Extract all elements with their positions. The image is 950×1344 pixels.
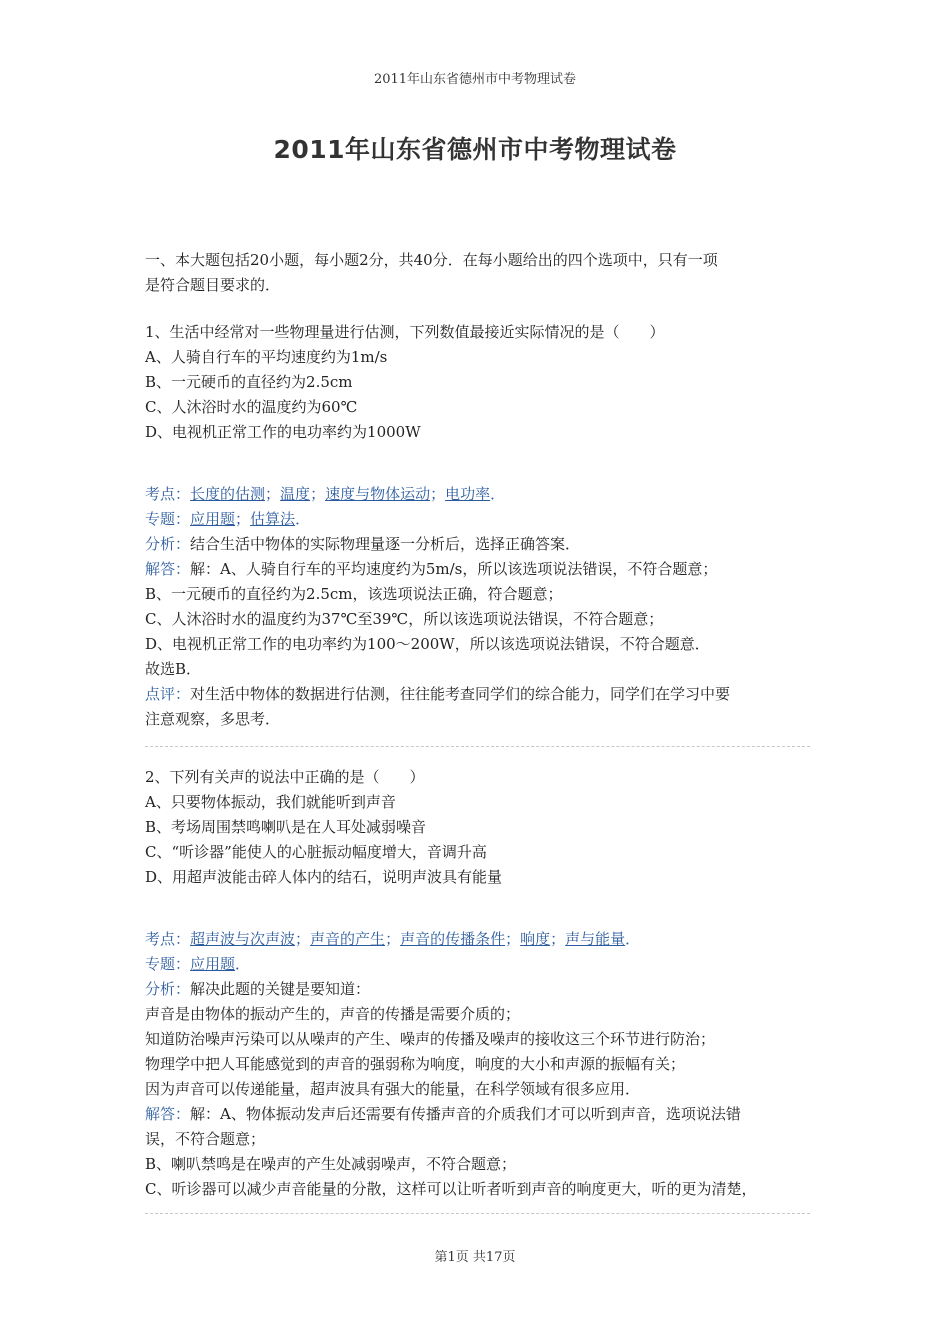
jieda-text: 解：A、物体振动发声后还需要有传播声音的介质我们才可以听到声音，选项说法错 (190, 1105, 741, 1123)
dianping-line (145, 682, 815, 707)
fenxi-label: 分析： (145, 535, 191, 553)
fenxi-text: 结合生活中物体的实际物理量逐一分析后，选择正确答案． (190, 535, 581, 553)
topic-link[interactable]: 长度的估测 (190, 485, 266, 503)
option-c: C、人沐浴时水的温度约为60℃ (145, 398, 358, 416)
dianping-label: 点评： (145, 685, 191, 703)
kaodian-line: 考点：长度的估测；温度；速度与物体运动；电功率． (145, 485, 506, 503)
jieda-line: C、人沐浴时水的温度约为37℃至39℃，所以该选项说法错误，不符合题意； (145, 610, 664, 628)
kaodian-line: 考点：超声波与次声波；声音的产生；声音的传播条件；响度；声与能量． (145, 930, 641, 948)
dianping-text: 对生活中物体的数据进行估测，往往能考查同学们的综合能力，同学们在学习中要 (190, 685, 731, 703)
topic-link[interactable]: 应用题 (190, 955, 236, 973)
option-d: D、用超声波能击碎人体内的结石，说明声波具有能量 (145, 868, 503, 886)
question-divider (145, 736, 810, 747)
intro-line: 是符合题目要求的． (145, 276, 281, 294)
topic-link[interactable]: 速度与物体运动 (325, 485, 431, 503)
topic-link[interactable]: 超声波与次声波 (190, 930, 296, 948)
jieda-label: 解答： (145, 1105, 191, 1123)
topic-link[interactable]: 估算法 (250, 510, 296, 528)
question-1 (145, 320, 815, 732)
answer-line: 故选B． (145, 660, 202, 678)
page-header: 2011年山东省德州市中考物理试卷 (373, 72, 577, 87)
fenxi-line: 声音是由物体的振动产生的，声音的传播是需要介质的； (145, 1005, 521, 1023)
fenxi-label: 分析： (145, 980, 191, 998)
fenxi-line: 知道防治噪声污染可以从噪声的产生、噪声的传播及噪声的接收这三个环节进行防治； (145, 1030, 716, 1048)
fenxi-line: 物理学中把人耳能感觉到的声音的强弱称为响度，响度的大小和声源的振幅有关； (145, 1055, 686, 1073)
jieda-line: B、喇叭禁鸣是在噪声的产生处减弱噪声，不符合题意； (145, 1155, 517, 1173)
jieda-line: B、一元硬币的直径约为2.5cm，该选项说法正确，符合题意； (145, 585, 563, 603)
fenxi-line: 因为声音可以传递能量，超声波具有强大的能量，在科学领域有很多应用． (145, 1080, 641, 1098)
question-stem: 1、生活中经常对一些物理量进行估测，下列数值最接近实际情况的是（ ） (145, 323, 665, 341)
document-title: 2011年山东省德州市中考物理试卷 (273, 135, 677, 164)
fenxi-text: 解决此题的关键是要知道： (190, 980, 371, 998)
topic-link[interactable]: 应用题 (190, 510, 236, 528)
jieda-line: D、电视机正常工作的电功率约为100～200W，所以该选项说法错误，不符合题意． (145, 635, 710, 653)
jieda-text: 解：A、人骑自行车的平均速度约为5m/s，所以该选项说法错误，不符合题意； (190, 560, 718, 578)
jieda-line (145, 1102, 815, 1127)
dianping-line: 注意观察，多思考． (145, 710, 281, 728)
option-a: A、只要物体振动，我们就能听到声音 (145, 793, 396, 811)
jieda-label: 解答： (145, 560, 191, 578)
question-2 (145, 765, 815, 1202)
topic-link[interactable]: 声与能量 (565, 930, 626, 948)
zhuanti-label: 专题： (145, 510, 191, 528)
option-b: B、一元硬币的直径约为2.5cm (145, 373, 353, 391)
option-a: A、人骑自行车的平均速度约为1m/s (145, 348, 388, 366)
option-d: D、电视机正常工作的电功率约为1000W (145, 423, 421, 441)
topic-link[interactable]: 电功率 (445, 485, 491, 503)
jieda-line (145, 557, 815, 582)
zhuanti-label: 专题： (145, 955, 191, 973)
topic-link[interactable]: 温度 (280, 485, 311, 503)
section-intro (145, 248, 815, 298)
question-stem: 2、下列有关声的说法中正确的是（ ） (145, 768, 425, 786)
kaodian-label: 考点： (145, 930, 191, 948)
page-footer: 第1页 共17页 (434, 1250, 516, 1265)
topic-link[interactable]: 响度 (520, 930, 551, 948)
topic-link[interactable]: 声音的产生 (310, 930, 386, 948)
fenxi-line (145, 532, 815, 557)
document-body (145, 248, 815, 1202)
fenxi-line (145, 977, 815, 1002)
kaodian-label: 考点： (145, 485, 191, 503)
topic-link[interactable]: 声音的传播条件 (400, 930, 506, 948)
page-bottom-divider (145, 1203, 810, 1214)
zhuanti-line: 专题：应用题． (145, 955, 251, 973)
jieda-line: C、听诊器可以减少声音能量的分散，这样可以让听者听到声音的响度更大，听的更为清楚， (145, 1180, 757, 1198)
jieda-line: 误，不符合题意； (145, 1130, 266, 1148)
zhuanti-line: 专题：应用题；估算法． (145, 510, 311, 528)
option-b: B、考场周围禁鸣喇叭是在人耳处减弱噪音 (145, 818, 427, 836)
intro-line: 一、本大题包括20小题，每小题2分，共40分．在每小题给出的四个选项中，只有一项 (145, 251, 718, 269)
option-c: C、“听诊器”能使人的心脏振动幅度增大，音调升高 (145, 843, 487, 861)
